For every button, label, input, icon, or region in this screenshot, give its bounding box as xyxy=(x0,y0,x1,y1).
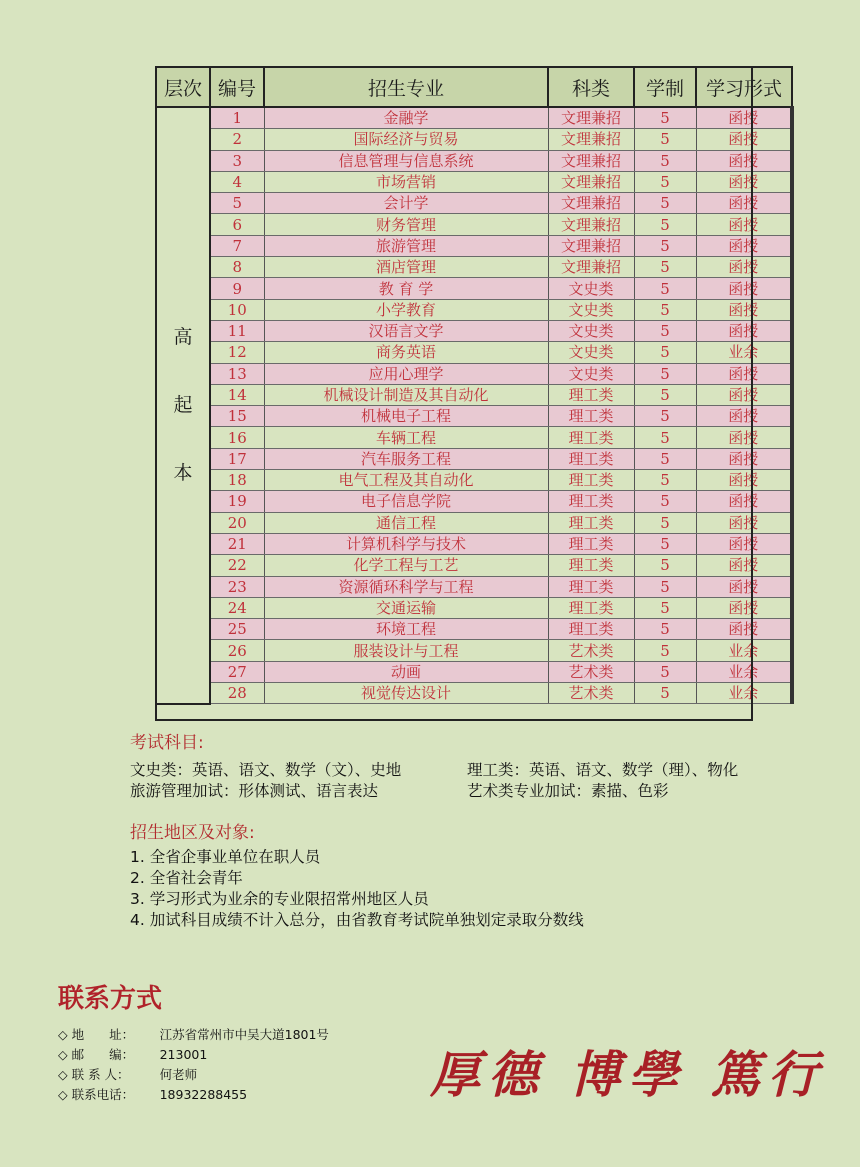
cell-study-form: 函授 xyxy=(696,576,792,597)
cell-number: 21 xyxy=(210,533,264,554)
majors-table-wrap xyxy=(155,66,782,705)
cell-category: 艺术类 xyxy=(548,683,634,704)
cell-number: 19 xyxy=(210,491,264,512)
enroll-item: 2. 全省社会青年 xyxy=(130,869,243,887)
enroll-section-title: 招生地区及对象: xyxy=(130,823,255,843)
table-header-row xyxy=(156,67,792,107)
table-row xyxy=(156,597,792,618)
cell-category: 理工类 xyxy=(548,619,634,640)
cell-major: 视觉传达设计 xyxy=(264,683,548,704)
table-row xyxy=(156,491,792,512)
exam-section-title: 考试科目: xyxy=(130,733,204,753)
cell-study-form: 函授 xyxy=(696,107,792,129)
cell-number: 22 xyxy=(210,555,264,576)
table-row xyxy=(156,235,792,256)
cell-number: 16 xyxy=(210,427,264,448)
cell-study-form: 函授 xyxy=(696,235,792,256)
cell-number: 25 xyxy=(210,619,264,640)
cell-category: 理工类 xyxy=(548,555,634,576)
cell-number: 7 xyxy=(210,235,264,256)
cell-number: 11 xyxy=(210,320,264,341)
cell-study-form: 函授 xyxy=(696,193,792,214)
cell-category: 文史类 xyxy=(548,320,634,341)
cell-duration: 5 xyxy=(634,683,696,704)
header-category: 科类 xyxy=(548,67,634,107)
table-row xyxy=(156,107,792,129)
cell-duration: 5 xyxy=(634,235,696,256)
majors-table-body xyxy=(156,107,792,704)
level-char: 本 xyxy=(173,462,193,485)
cell-number: 23 xyxy=(210,576,264,597)
cell-category: 文史类 xyxy=(548,342,634,363)
cell-category: 文理兼招 xyxy=(548,235,634,256)
table-row xyxy=(156,661,792,682)
cell-study-form: 函授 xyxy=(696,214,792,235)
table-row xyxy=(156,576,792,597)
cell-major: 环境工程 xyxy=(264,619,548,640)
motto-calligraphy xyxy=(430,1035,826,1107)
cell-study-form: 业余 xyxy=(696,342,792,363)
cell-duration: 5 xyxy=(634,491,696,512)
cell-study-form: 业余 xyxy=(696,683,792,704)
exam-wenshi: 文史类：英语、语文、数学（文）、史地 xyxy=(130,761,402,779)
cell-major: 会计学 xyxy=(264,193,548,214)
cell-category: 理工类 xyxy=(548,470,634,491)
header-study-form: 学习形式 xyxy=(696,67,792,107)
cell-number: 1 xyxy=(210,107,264,129)
cell-duration: 5 xyxy=(634,533,696,554)
contact-phone xyxy=(58,1085,247,1103)
cell-duration: 5 xyxy=(634,193,696,214)
table-row xyxy=(156,384,792,405)
cell-duration: 5 xyxy=(634,171,696,192)
cell-category: 文史类 xyxy=(548,278,634,299)
cell-number: 20 xyxy=(210,512,264,533)
cell-duration: 5 xyxy=(634,576,696,597)
cell-category: 理工类 xyxy=(548,512,634,533)
cell-number: 6 xyxy=(210,214,264,235)
cell-study-form: 函授 xyxy=(696,427,792,448)
cell-study-form: 函授 xyxy=(696,555,792,576)
cell-category: 理工类 xyxy=(548,427,634,448)
cell-category: 理工类 xyxy=(548,533,634,554)
cell-major: 交通运输 xyxy=(264,597,548,618)
table-row xyxy=(156,363,792,384)
contact-title: 联系方式 xyxy=(58,984,163,1014)
motto-word: 篤行 xyxy=(710,1045,826,1104)
table-row xyxy=(156,193,792,214)
diamond-bullet-icon: ◇ xyxy=(58,1027,68,1042)
cell-category: 理工类 xyxy=(548,597,634,618)
cell-duration: 5 xyxy=(634,107,696,129)
table-row xyxy=(156,512,792,533)
table-row xyxy=(156,470,792,491)
cell-major: 酒店管理 xyxy=(264,257,548,278)
motto-word: 厚德 xyxy=(430,1045,546,1104)
cell-duration: 5 xyxy=(634,278,696,299)
cell-category: 理工类 xyxy=(548,448,634,469)
cell-major: 电子信息学院 xyxy=(264,491,548,512)
cell-category: 文理兼招 xyxy=(548,171,634,192)
cell-study-form: 函授 xyxy=(696,448,792,469)
cell-number: 3 xyxy=(210,150,264,171)
cell-major: 汽车服务工程 xyxy=(264,448,548,469)
cell-major: 车辆工程 xyxy=(264,427,548,448)
diamond-bullet-icon: ◇ xyxy=(58,1067,68,1082)
cell-category: 理工类 xyxy=(548,491,634,512)
cell-duration: 5 xyxy=(634,470,696,491)
cell-major: 教 育 学 xyxy=(264,278,548,299)
cell-major: 应用心理学 xyxy=(264,363,548,384)
cell-number: 13 xyxy=(210,363,264,384)
cell-duration: 5 xyxy=(634,342,696,363)
table-row xyxy=(156,278,792,299)
table-row xyxy=(156,214,792,235)
level-char: 高 xyxy=(173,326,193,349)
cell-number: 24 xyxy=(210,597,264,618)
cell-major: 动画 xyxy=(264,661,548,682)
cell-duration: 5 xyxy=(634,555,696,576)
cell-duration: 5 xyxy=(634,150,696,171)
cell-study-form: 函授 xyxy=(696,363,792,384)
cell-major: 金融学 xyxy=(264,107,548,129)
cell-major: 计算机科学与技术 xyxy=(264,533,548,554)
cell-number: 18 xyxy=(210,470,264,491)
cell-duration: 5 xyxy=(634,363,696,384)
table-row xyxy=(156,320,792,341)
cell-category: 艺术类 xyxy=(548,640,634,661)
diamond-bullet-icon: ◇ xyxy=(58,1047,68,1062)
cell-duration: 5 xyxy=(634,320,696,341)
cell-category: 文理兼招 xyxy=(548,193,634,214)
cell-number: 9 xyxy=(210,278,264,299)
cell-major: 通信工程 xyxy=(264,512,548,533)
cell-duration: 5 xyxy=(634,661,696,682)
contact-person xyxy=(58,1065,197,1083)
cell-number: 2 xyxy=(210,129,264,150)
cell-major: 国际经济与贸易 xyxy=(264,129,548,150)
cell-major: 旅游管理 xyxy=(264,235,548,256)
table-row xyxy=(156,533,792,554)
cell-duration: 5 xyxy=(634,597,696,618)
enroll-item: 4. 加试科目成绩不计入总分，由省教育考试院单独划定录取分数线 xyxy=(130,911,584,929)
cell-duration: 5 xyxy=(634,427,696,448)
cell-duration: 5 xyxy=(634,214,696,235)
cell-study-form: 函授 xyxy=(696,129,792,150)
contact-phone-key: 联系电话： xyxy=(71,1087,135,1102)
cell-study-form: 函授 xyxy=(696,470,792,491)
cell-study-form: 函授 xyxy=(696,171,792,192)
diamond-bullet-icon: ◇ xyxy=(58,1087,68,1102)
cell-study-form: 函授 xyxy=(696,278,792,299)
cell-major: 电气工程及其自动化 xyxy=(264,470,548,491)
cell-number: 28 xyxy=(210,683,264,704)
contact-postcode-value: 213001 xyxy=(159,1047,208,1062)
cell-duration: 5 xyxy=(634,619,696,640)
contact-person-value: 何老师 xyxy=(159,1067,198,1082)
cell-category: 文史类 xyxy=(548,363,634,384)
cell-major: 机械设计制造及其自动化 xyxy=(264,384,548,405)
cell-study-form: 函授 xyxy=(696,619,792,640)
cell-duration: 5 xyxy=(634,406,696,427)
cell-major: 资源循环科学与工程 xyxy=(264,576,548,597)
contact-address xyxy=(58,1025,329,1043)
exam-ligong: 理工类：英语、语文、数学（理）、物化 xyxy=(467,761,739,779)
cell-duration: 5 xyxy=(634,299,696,320)
table-row xyxy=(156,342,792,363)
contact-address-key: 地 址： xyxy=(71,1027,135,1042)
cell-study-form: 函授 xyxy=(696,384,792,405)
cell-duration: 5 xyxy=(634,640,696,661)
enroll-item: 1. 全省企事业单位在职人员 xyxy=(130,848,321,866)
cell-study-form: 函授 xyxy=(696,299,792,320)
cell-major: 服装设计与工程 xyxy=(264,640,548,661)
table-row xyxy=(156,640,792,661)
cell-category: 文理兼招 xyxy=(548,129,634,150)
cell-number: 15 xyxy=(210,406,264,427)
cell-number: 8 xyxy=(210,257,264,278)
table-row xyxy=(156,448,792,469)
cell-study-form: 函授 xyxy=(696,597,792,618)
table-row xyxy=(156,683,792,704)
contact-phone-value: 18932288455 xyxy=(159,1087,248,1102)
cell-category: 文理兼招 xyxy=(548,150,634,171)
cell-study-form: 函授 xyxy=(696,533,792,554)
header-duration: 学制 xyxy=(634,67,696,107)
enroll-item: 3. 学习形式为业余的专业限招常州地区人员 xyxy=(130,890,429,908)
cell-number: 26 xyxy=(210,640,264,661)
cell-major: 机械电子工程 xyxy=(264,406,548,427)
cell-study-form: 函授 xyxy=(696,512,792,533)
header-number: 编号 xyxy=(210,67,264,107)
cell-number: 12 xyxy=(210,342,264,363)
cell-category: 艺术类 xyxy=(548,661,634,682)
contact-postcode xyxy=(58,1045,207,1063)
cell-duration: 5 xyxy=(634,448,696,469)
cell-study-form: 函授 xyxy=(696,491,792,512)
table-row xyxy=(156,129,792,150)
table-row xyxy=(156,619,792,640)
cell-number: 27 xyxy=(210,661,264,682)
contact-person-key: 联 系 人： xyxy=(71,1067,130,1082)
level-char: 起 xyxy=(173,394,193,417)
table-row xyxy=(156,299,792,320)
cell-category: 理工类 xyxy=(548,406,634,427)
cell-study-form: 函授 xyxy=(696,257,792,278)
cell-category: 文理兼招 xyxy=(548,107,634,129)
cell-major: 财务管理 xyxy=(264,214,548,235)
cell-category: 文理兼招 xyxy=(548,257,634,278)
header-level: 层次 xyxy=(156,67,210,107)
table-row xyxy=(156,171,792,192)
cell-major: 化学工程与工艺 xyxy=(264,555,548,576)
cell-study-form: 函授 xyxy=(696,406,792,427)
cell-major: 市场营销 xyxy=(264,171,548,192)
cell-study-form: 函授 xyxy=(696,320,792,341)
motto-word: 博學 xyxy=(570,1045,686,1104)
cell-number: 14 xyxy=(210,384,264,405)
table-row xyxy=(156,257,792,278)
cell-number: 10 xyxy=(210,299,264,320)
cell-duration: 5 xyxy=(634,257,696,278)
cell-study-form: 函授 xyxy=(696,150,792,171)
cell-duration: 5 xyxy=(634,384,696,405)
level-cell xyxy=(156,107,210,704)
table-row xyxy=(156,150,792,171)
cell-duration: 5 xyxy=(634,129,696,150)
cell-duration: 5 xyxy=(634,512,696,533)
cell-number: 4 xyxy=(210,171,264,192)
cell-category: 文史类 xyxy=(548,299,634,320)
cell-major: 信息管理与信息系统 xyxy=(264,150,548,171)
contact-postcode-key: 邮 编： xyxy=(71,1047,135,1062)
table-row xyxy=(156,555,792,576)
table-row xyxy=(156,427,792,448)
table-row xyxy=(156,406,792,427)
cell-study-form: 业余 xyxy=(696,661,792,682)
cell-study-form: 业余 xyxy=(696,640,792,661)
exam-lvyou: 旅游管理加试：形体测试、语言表达 xyxy=(130,782,379,800)
header-major: 招生专业 xyxy=(264,67,548,107)
cell-number: 5 xyxy=(210,193,264,214)
cell-major: 汉语言文学 xyxy=(264,320,548,341)
contact-address-value: 江苏省常州市中吴大道1801号 xyxy=(159,1027,329,1042)
exam-yishu: 艺术类专业加试：素描、色彩 xyxy=(467,782,669,800)
cell-category: 理工类 xyxy=(548,576,634,597)
majors-table xyxy=(155,66,794,705)
cell-category: 文理兼招 xyxy=(548,214,634,235)
cell-major: 商务英语 xyxy=(264,342,548,363)
cell-number: 17 xyxy=(210,448,264,469)
cell-category: 理工类 xyxy=(548,384,634,405)
cell-major: 小学教育 xyxy=(264,299,548,320)
